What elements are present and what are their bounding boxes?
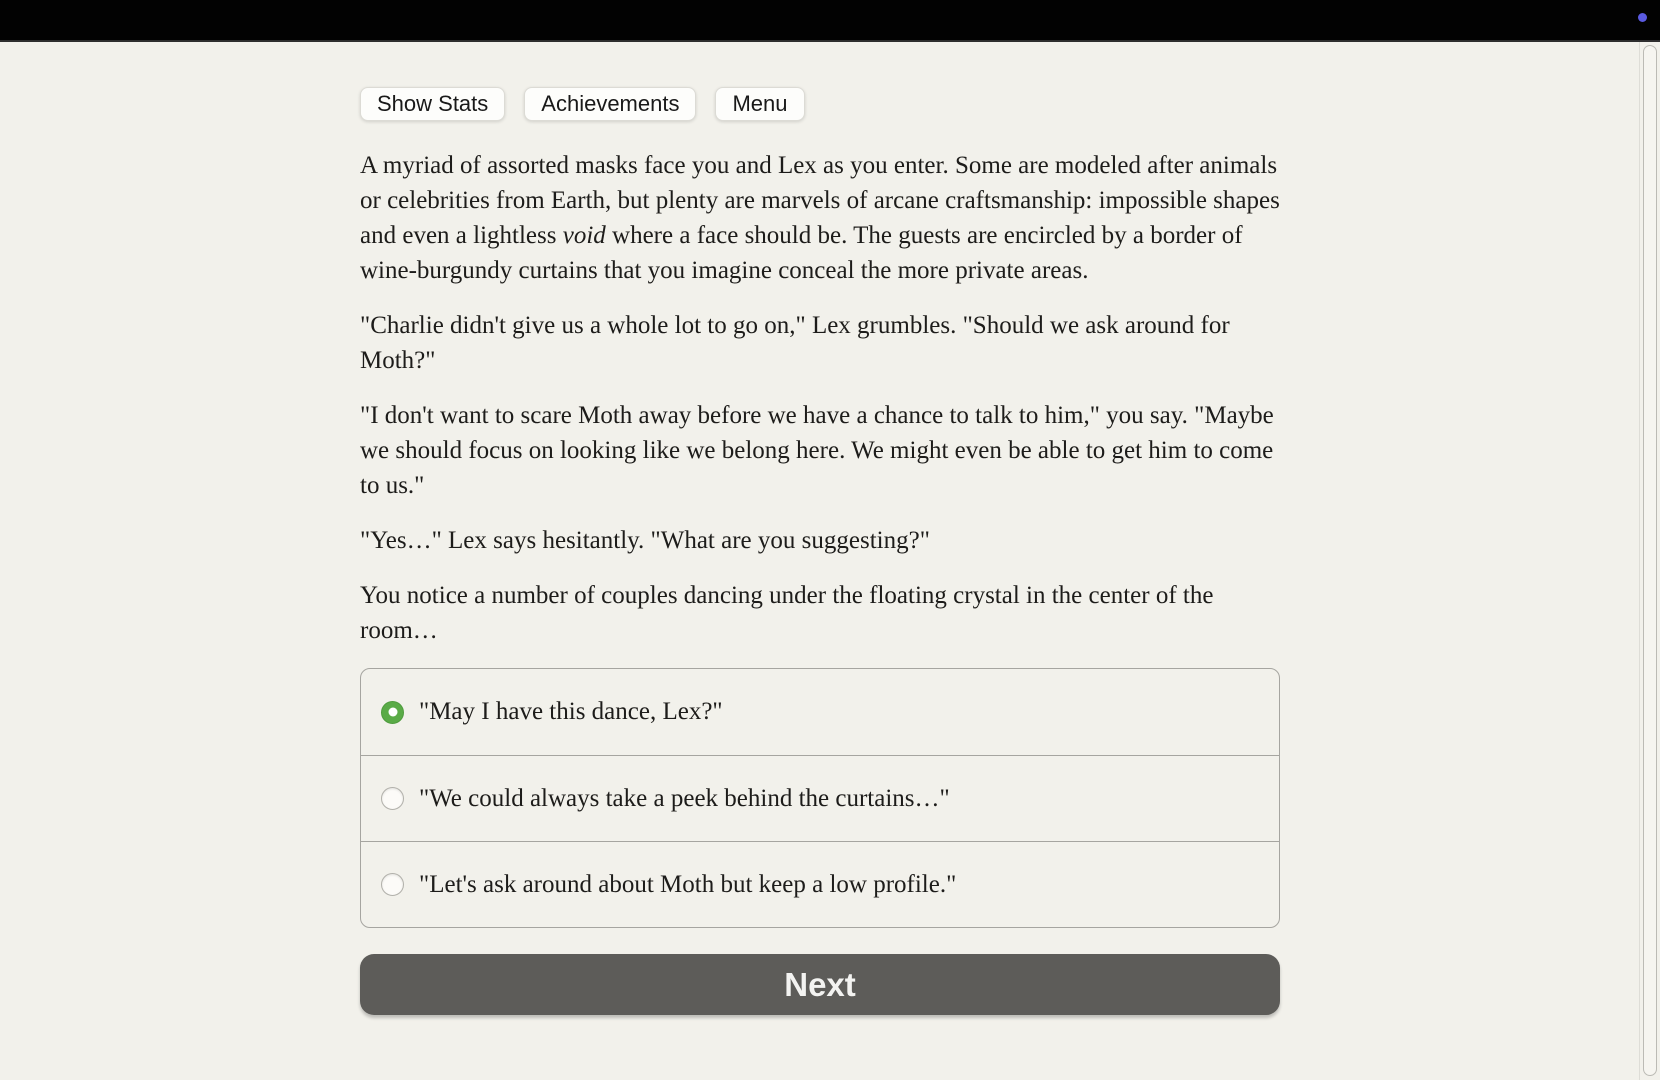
- story-text-italic: void: [562, 222, 606, 249]
- choice-label: "Let's ask around about Moth but keep a low profile.": [419, 870, 957, 898]
- next-button[interactable]: Next: [360, 954, 1280, 1015]
- story-paragraph: [360, 398, 1280, 503]
- story-text-segment: "I don't want to scare Moth away before we have a chance to talk to him," you say. "Maybe we should focus on looking like we belong here. We might even be able to get him to come to us.": [360, 402, 1274, 499]
- choice-option[interactable]: [361, 669, 1279, 755]
- choice-option[interactable]: [361, 841, 1279, 927]
- story-text-segment: You notice a number of couples dancing under the floating crystal in the center of the room…: [360, 582, 1214, 644]
- story-text-segment: A myriad of assorted masks face you and Lex as you enter. Some are modeled after animals or celebrities from Earth, but plenty are marvels of arcane craftsmanship: impossible shapes and even a lightless: [360, 152, 1280, 249]
- radio-selected-icon[interactable]: [381, 701, 404, 724]
- story-text-segment: "Yes…" Lex says hesitantly. "What are you suggesting?": [360, 527, 930, 554]
- story-paragraph: [360, 308, 1280, 378]
- choice-label: "We could always take a peek behind the curtains…": [419, 784, 950, 812]
- scrollbar-thumb[interactable]: [1643, 45, 1657, 1076]
- story-page: [360, 42, 1280, 1015]
- choice-label: "May I have this dance, Lex?": [419, 698, 723, 725]
- radio-unselected-icon[interactable]: [381, 873, 404, 896]
- choice-list: [360, 668, 1280, 928]
- story-paragraph: [360, 523, 1280, 558]
- story-paragraph: [360, 578, 1280, 648]
- page-scrollbar[interactable]: [1639, 42, 1660, 1080]
- story-text: [360, 148, 1280, 648]
- achievements-button[interactable]: Achievements: [524, 87, 696, 121]
- menu-button[interactable]: Menu: [715, 87, 804, 121]
- story-text-segment: "Charlie didn't give us a whole lot to go on," Lex grumbles. "Should we ask around for Moth?": [360, 312, 1230, 374]
- notification-dot-icon: [1638, 13, 1647, 22]
- radio-unselected-icon[interactable]: [381, 787, 404, 810]
- toolbar: [360, 87, 1280, 121]
- story-text-segment: where a face should be. The guests are encircled by a border of wine-burgundy curtains that you imagine conceal the more private areas.: [360, 222, 1243, 284]
- title-bar: [0, 0, 1660, 42]
- show-stats-button[interactable]: Show Stats: [360, 87, 505, 121]
- choice-option[interactable]: [361, 755, 1279, 841]
- story-paragraph: [360, 148, 1280, 288]
